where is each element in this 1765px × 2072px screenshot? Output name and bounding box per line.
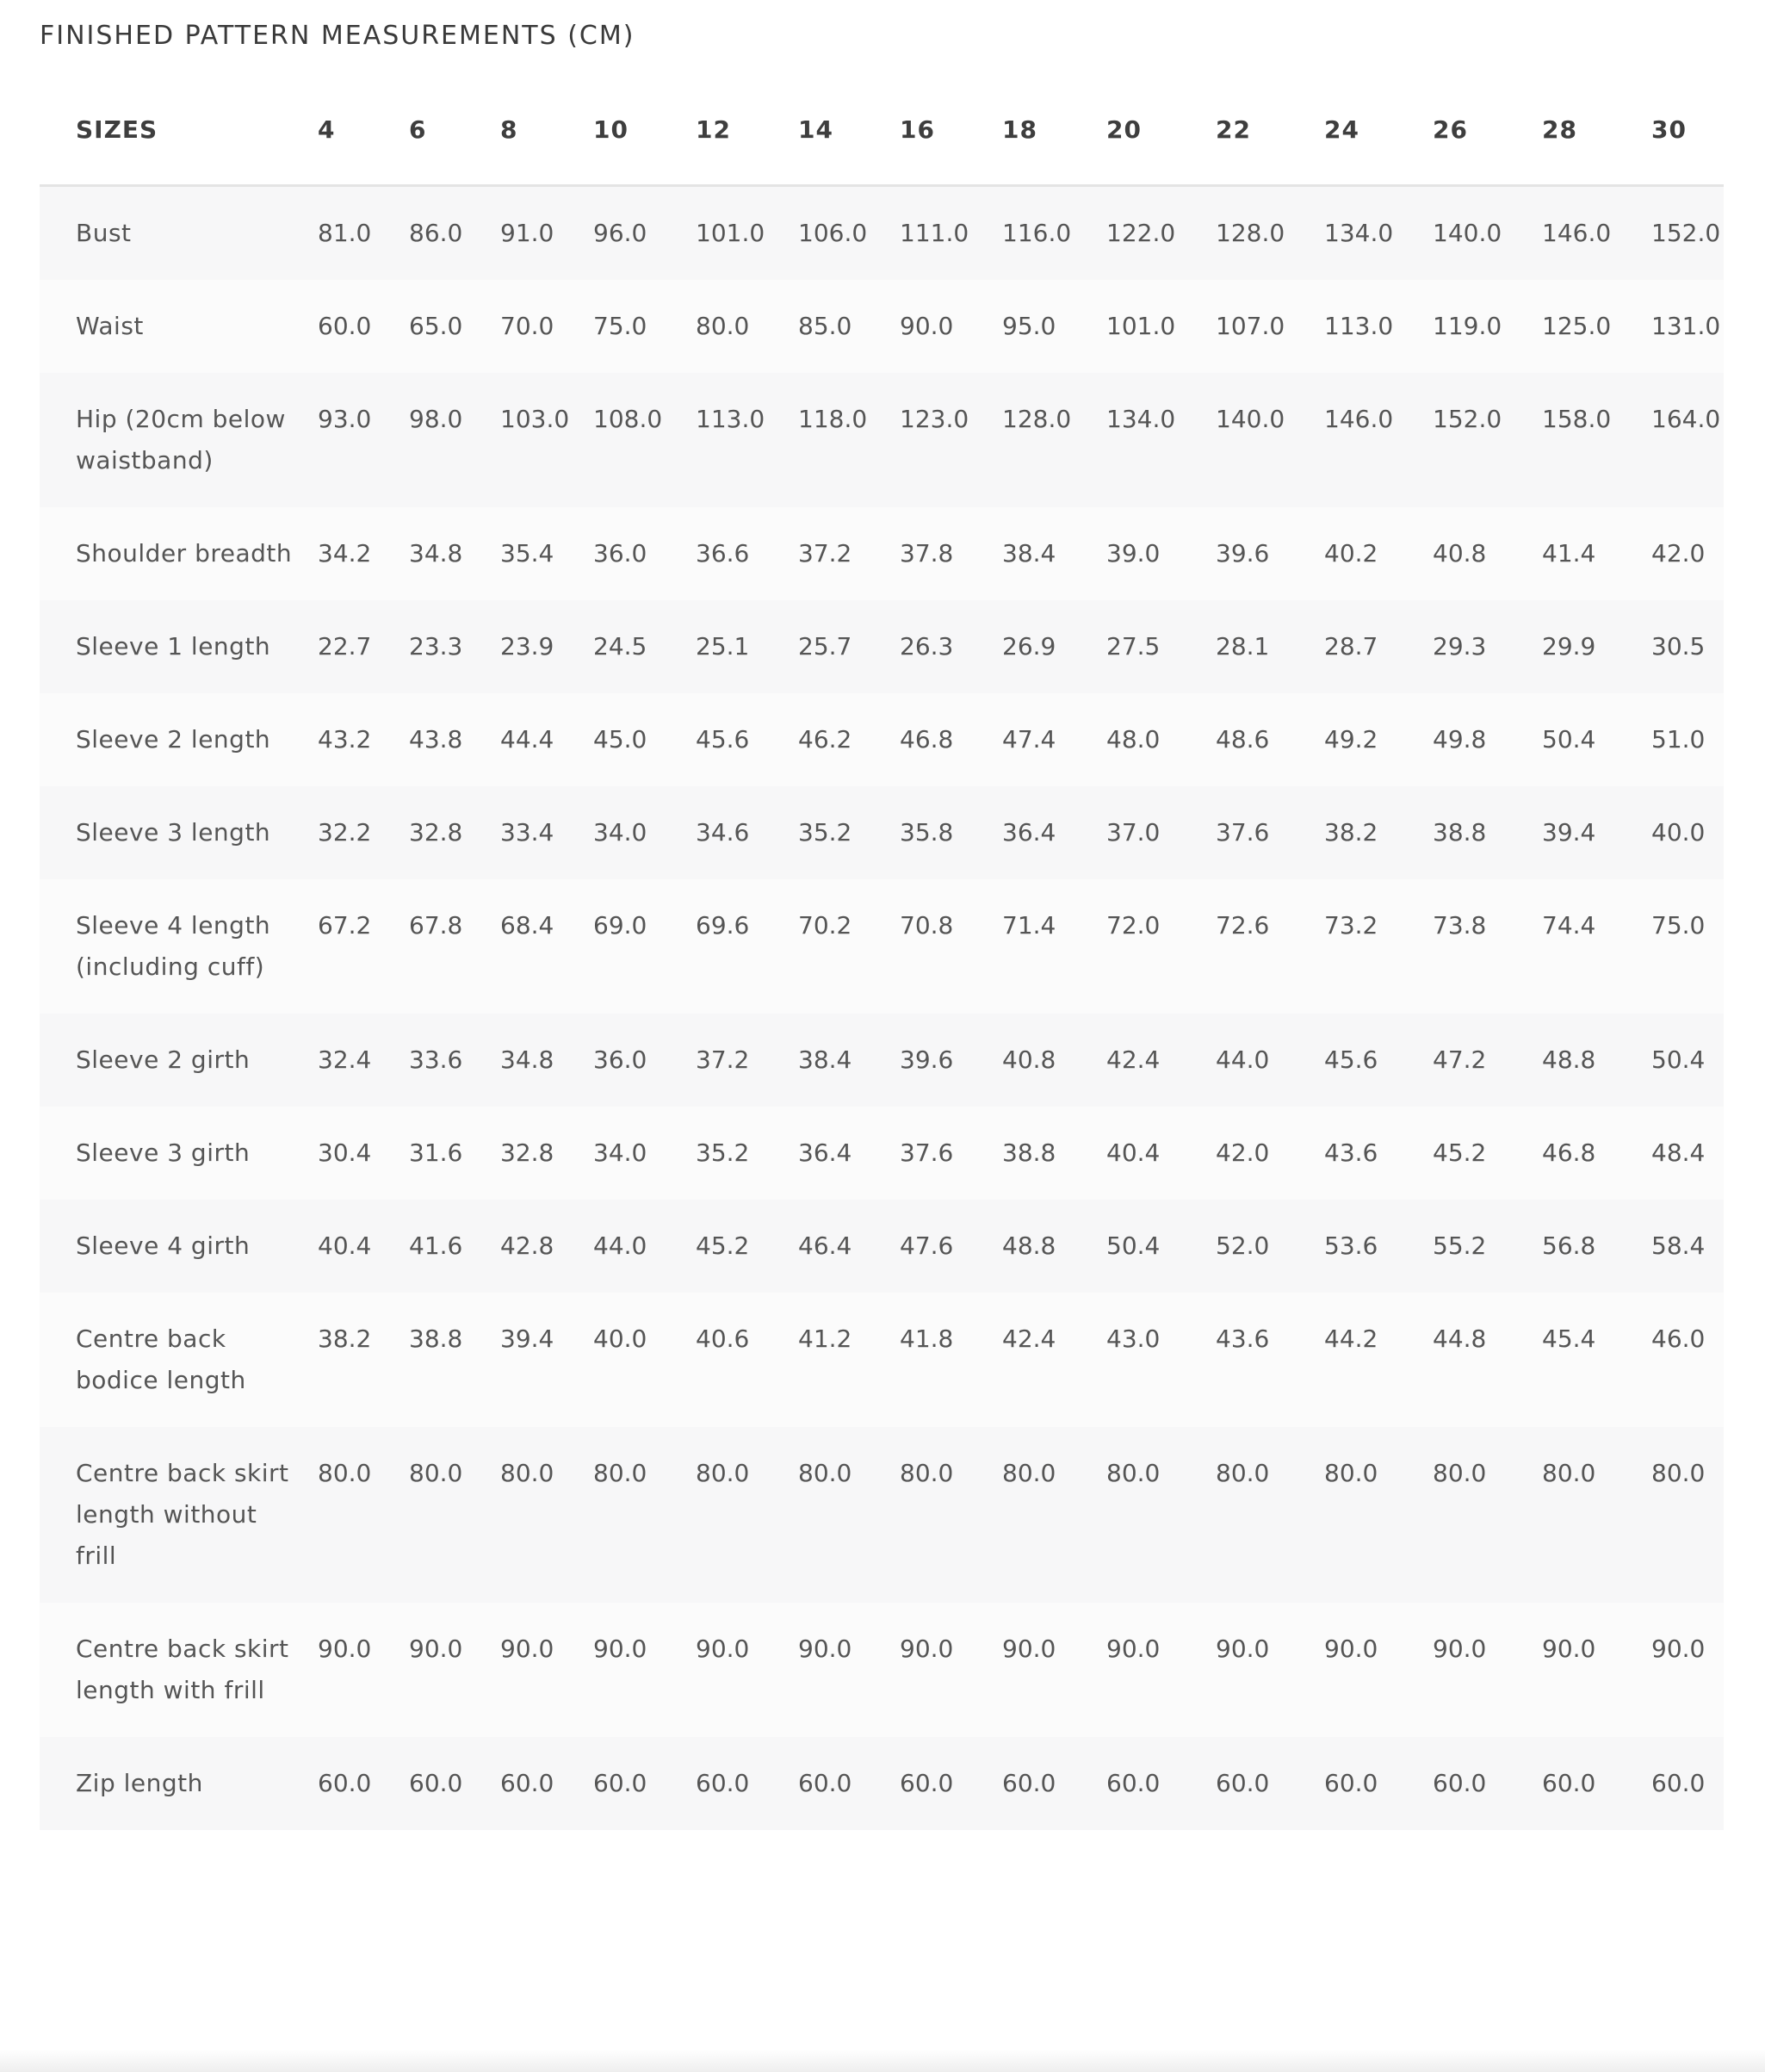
header-row <box>40 74 1724 186</box>
table-cell: 90.0 <box>900 1603 1002 1737</box>
table-cell: 91.0 <box>500 186 593 281</box>
table-cell: 43.2 <box>318 693 409 786</box>
table-cell: 152.0 <box>1651 186 1724 281</box>
table-row <box>40 507 1724 600</box>
table-cell: 81.0 <box>318 186 409 281</box>
table-row <box>40 786 1724 879</box>
table-cell: 60.0 <box>1324 1737 1433 1830</box>
measurements-table <box>40 74 1724 1830</box>
table-cell: 60.0 <box>798 1737 900 1830</box>
table-cell: 30.5 <box>1651 600 1724 693</box>
table-cell: 90.0 <box>696 1603 798 1737</box>
table-cell: 60.0 <box>1542 1737 1651 1830</box>
table-cell: 48.0 <box>1106 693 1216 786</box>
table-cell: 32.4 <box>318 1014 409 1107</box>
table-cell: 80.0 <box>696 1427 798 1603</box>
table-cell: 60.0 <box>696 1737 798 1830</box>
table-cell: 43.8 <box>409 693 500 786</box>
table-row <box>40 879 1724 1014</box>
row-label: Hip (20cm below waistband) <box>40 373 318 507</box>
table-body <box>40 186 1724 1831</box>
table-cell: 119.0 <box>1433 280 1542 373</box>
table-cell: 68.4 <box>500 879 593 1014</box>
table-cell: 131.0 <box>1651 280 1724 373</box>
table-cell: 36.0 <box>593 507 696 600</box>
table-cell: 26.3 <box>900 600 1002 693</box>
table-cell: 44.4 <box>500 693 593 786</box>
size-header-24: 24 <box>1324 74 1433 186</box>
table-cell: 60.0 <box>1651 1737 1724 1830</box>
size-header-4: 4 <box>318 74 409 186</box>
table-row <box>40 280 1724 373</box>
table-cell: 80.0 <box>409 1427 500 1603</box>
table-cell: 32.8 <box>500 1107 593 1200</box>
table-cell: 24.5 <box>593 600 696 693</box>
table-cell: 50.4 <box>1651 1014 1724 1107</box>
table-cell: 38.2 <box>1324 786 1433 879</box>
table-cell: 46.4 <box>798 1200 900 1293</box>
table-cell: 128.0 <box>1002 373 1106 507</box>
table-cell: 45.6 <box>1324 1014 1433 1107</box>
table-cell: 80.0 <box>1324 1427 1433 1603</box>
table-cell: 40.2 <box>1324 507 1433 600</box>
size-header-26: 26 <box>1433 74 1542 186</box>
size-header-12: 12 <box>696 74 798 186</box>
table-cell: 47.4 <box>1002 693 1106 786</box>
table-cell: 70.8 <box>900 879 1002 1014</box>
table-cell: 44.0 <box>593 1200 696 1293</box>
table-row <box>40 1014 1724 1107</box>
table-cell: 60.0 <box>1002 1737 1106 1830</box>
table-cell: 134.0 <box>1324 186 1433 281</box>
table-cell: 60.0 <box>409 1737 500 1830</box>
table-cell: 80.0 <box>500 1427 593 1603</box>
table-cell: 33.6 <box>409 1014 500 1107</box>
table-cell: 103.0 <box>500 373 593 507</box>
table-cell: 73.8 <box>1433 879 1542 1014</box>
table-cell: 38.8 <box>1433 786 1542 879</box>
table-cell: 47.6 <box>900 1200 1002 1293</box>
table-cell: 113.0 <box>696 373 798 507</box>
table-cell: 46.2 <box>798 693 900 786</box>
table-cell: 37.6 <box>900 1107 1002 1200</box>
table-cell: 80.0 <box>900 1427 1002 1603</box>
table-cell: 40.0 <box>593 1293 696 1427</box>
table-cell: 37.0 <box>1106 786 1216 879</box>
table-cell: 42.4 <box>1106 1014 1216 1107</box>
table-cell: 90.0 <box>1324 1603 1433 1737</box>
table-cell: 48.8 <box>1542 1014 1651 1107</box>
table-cell: 55.2 <box>1433 1200 1542 1293</box>
table-cell: 93.0 <box>318 373 409 507</box>
table-cell: 85.0 <box>798 280 900 373</box>
table-cell: 42.0 <box>1651 507 1724 600</box>
table-cell: 23.3 <box>409 600 500 693</box>
table-cell: 51.0 <box>1651 693 1724 786</box>
measurements-table-container <box>40 74 1724 1830</box>
table-cell: 44.0 <box>1216 1014 1324 1107</box>
size-header-6: 6 <box>409 74 500 186</box>
table-row <box>40 1427 1724 1603</box>
row-label: Sleeve 3 length <box>40 786 318 879</box>
table-cell: 75.0 <box>1651 879 1724 1014</box>
table-cell: 34.2 <box>318 507 409 600</box>
table-cell: 90.0 <box>409 1603 500 1737</box>
table-cell: 39.0 <box>1106 507 1216 600</box>
table-cell: 34.0 <box>593 1107 696 1200</box>
size-header-30: 30 <box>1651 74 1724 186</box>
table-cell: 48.4 <box>1651 1107 1724 1200</box>
table-cell: 60.0 <box>500 1737 593 1830</box>
table-row <box>40 1737 1724 1830</box>
table-cell: 35.4 <box>500 507 593 600</box>
size-header-22: 22 <box>1216 74 1324 186</box>
table-cell: 71.4 <box>1002 879 1106 1014</box>
table-cell: 122.0 <box>1106 186 1216 281</box>
table-cell: 40.6 <box>696 1293 798 1427</box>
table-cell: 44.8 <box>1433 1293 1542 1427</box>
table-cell: 134.0 <box>1106 373 1216 507</box>
table-cell: 80.0 <box>1002 1427 1106 1603</box>
table-cell: 90.0 <box>798 1603 900 1737</box>
table-cell: 38.8 <box>1002 1107 1106 1200</box>
size-header-18: 18 <box>1002 74 1106 186</box>
row-label: Centre back skirt length with frill <box>40 1603 318 1737</box>
table-cell: 60.0 <box>1216 1737 1324 1830</box>
table-cell: 90.0 <box>1651 1603 1724 1737</box>
table-cell: 25.7 <box>798 600 900 693</box>
table-cell: 65.0 <box>409 280 500 373</box>
table-cell: 90.0 <box>1216 1603 1324 1737</box>
table-cell: 69.6 <box>696 879 798 1014</box>
table-cell: 101.0 <box>1106 280 1216 373</box>
table-cell: 80.0 <box>1433 1427 1542 1603</box>
table-cell: 30.4 <box>318 1107 409 1200</box>
row-label: Sleeve 4 length (including cuff) <box>40 879 318 1014</box>
table-cell: 86.0 <box>409 186 500 281</box>
table-cell: 29.3 <box>1433 600 1542 693</box>
table-cell: 75.0 <box>593 280 696 373</box>
size-header-8: 8 <box>500 74 593 186</box>
table-cell: 60.0 <box>318 280 409 373</box>
table-cell: 49.2 <box>1324 693 1433 786</box>
table-row <box>40 1200 1724 1293</box>
table-cell: 80.0 <box>1651 1427 1724 1603</box>
table-cell: 158.0 <box>1542 373 1651 507</box>
bottom-fade <box>0 2050 1765 2072</box>
table-cell: 90.0 <box>1002 1603 1106 1737</box>
table-cell: 60.0 <box>1433 1737 1542 1830</box>
table-cell: 48.8 <box>1002 1200 1106 1293</box>
table-cell: 116.0 <box>1002 186 1106 281</box>
table-cell: 118.0 <box>798 373 900 507</box>
table-cell: 80.0 <box>593 1427 696 1603</box>
table-cell: 25.1 <box>696 600 798 693</box>
table-cell: 38.4 <box>1002 507 1106 600</box>
row-label: Centre back bodice length <box>40 1293 318 1427</box>
table-cell: 80.0 <box>318 1427 409 1603</box>
table-cell: 34.6 <box>696 786 798 879</box>
table-cell: 80.0 <box>1542 1427 1651 1603</box>
table-cell: 40.8 <box>1433 507 1542 600</box>
table-cell: 140.0 <box>1433 186 1542 281</box>
table-cell: 40.4 <box>318 1200 409 1293</box>
table-cell: 37.2 <box>696 1014 798 1107</box>
table-cell: 70.2 <box>798 879 900 1014</box>
table-cell: 46.8 <box>1542 1107 1651 1200</box>
table-cell: 40.8 <box>1002 1014 1106 1107</box>
table-cell: 90.0 <box>1542 1603 1651 1737</box>
table-row <box>40 693 1724 786</box>
table-cell: 23.9 <box>500 600 593 693</box>
table-row <box>40 1107 1724 1200</box>
table-cell: 41.8 <box>900 1293 1002 1427</box>
table-row <box>40 1293 1724 1427</box>
sizes-header: SIZES <box>40 74 318 186</box>
table-cell: 123.0 <box>900 373 1002 507</box>
row-label: Sleeve 4 girth <box>40 1200 318 1293</box>
table-cell: 37.8 <box>900 507 1002 600</box>
table-cell: 80.0 <box>1106 1427 1216 1603</box>
table-cell: 90.0 <box>593 1603 696 1737</box>
size-header-28: 28 <box>1542 74 1651 186</box>
row-label: Bust <box>40 186 318 281</box>
table-cell: 28.1 <box>1216 600 1324 693</box>
table-cell: 125.0 <box>1542 280 1651 373</box>
size-header-20: 20 <box>1106 74 1216 186</box>
table-cell: 107.0 <box>1216 280 1324 373</box>
table-header <box>40 74 1724 186</box>
table-cell: 60.0 <box>1106 1737 1216 1830</box>
table-cell: 43.0 <box>1106 1293 1216 1427</box>
table-cell: 72.6 <box>1216 879 1324 1014</box>
table-cell: 90.0 <box>500 1603 593 1737</box>
row-label: Waist <box>40 280 318 373</box>
table-cell: 36.6 <box>696 507 798 600</box>
table-cell: 45.4 <box>1542 1293 1651 1427</box>
table-cell: 90.0 <box>1433 1603 1542 1737</box>
table-cell: 39.6 <box>900 1014 1002 1107</box>
table-cell: 90.0 <box>318 1603 409 1737</box>
table-cell: 49.8 <box>1433 693 1542 786</box>
table-cell: 39.6 <box>1216 507 1324 600</box>
row-label: Sleeve 2 girth <box>40 1014 318 1107</box>
size-header-14: 14 <box>798 74 900 186</box>
table-cell: 70.0 <box>500 280 593 373</box>
table-cell: 67.2 <box>318 879 409 1014</box>
table-cell: 31.6 <box>409 1107 500 1200</box>
table-cell: 140.0 <box>1216 373 1324 507</box>
row-label: Zip length <box>40 1737 318 1830</box>
size-header-16: 16 <box>900 74 1002 186</box>
row-label: Sleeve 1 length <box>40 600 318 693</box>
table-cell: 80.0 <box>696 280 798 373</box>
table-cell: 35.8 <box>900 786 1002 879</box>
table-cell: 53.6 <box>1324 1200 1433 1293</box>
table-cell: 32.8 <box>409 786 500 879</box>
table-cell: 98.0 <box>409 373 500 507</box>
table-cell: 74.4 <box>1542 879 1651 1014</box>
table-cell: 43.6 <box>1324 1107 1433 1200</box>
table-cell: 52.0 <box>1216 1200 1324 1293</box>
table-cell: 96.0 <box>593 186 696 281</box>
table-cell: 46.8 <box>900 693 1002 786</box>
table-cell: 45.2 <box>1433 1107 1542 1200</box>
table-cell: 46.0 <box>1651 1293 1724 1427</box>
row-label: Sleeve 2 length <box>40 693 318 786</box>
table-cell: 26.9 <box>1002 600 1106 693</box>
table-cell: 40.0 <box>1651 786 1724 879</box>
table-cell: 146.0 <box>1324 373 1433 507</box>
table-cell: 60.0 <box>900 1737 1002 1830</box>
row-label: Sleeve 3 girth <box>40 1107 318 1200</box>
table-cell: 36.4 <box>1002 786 1106 879</box>
table-cell: 69.0 <box>593 879 696 1014</box>
table-cell: 48.6 <box>1216 693 1324 786</box>
table-cell: 60.0 <box>318 1737 409 1830</box>
table-cell: 40.4 <box>1106 1107 1216 1200</box>
table-row <box>40 1603 1724 1737</box>
table-row <box>40 600 1724 693</box>
table-cell: 33.4 <box>500 786 593 879</box>
table-cell: 45.6 <box>696 693 798 786</box>
table-cell: 41.4 <box>1542 507 1651 600</box>
table-cell: 41.2 <box>798 1293 900 1427</box>
table-cell: 35.2 <box>798 786 900 879</box>
table-cell: 90.0 <box>900 280 1002 373</box>
table-row <box>40 186 1724 281</box>
size-header-10: 10 <box>593 74 696 186</box>
table-cell: 80.0 <box>798 1427 900 1603</box>
table-cell: 106.0 <box>798 186 900 281</box>
table-cell: 73.2 <box>1324 879 1433 1014</box>
table-cell: 56.8 <box>1542 1200 1651 1293</box>
table-cell: 38.2 <box>318 1293 409 1427</box>
table-cell: 60.0 <box>593 1737 696 1830</box>
table-cell: 29.9 <box>1542 600 1651 693</box>
table-cell: 36.4 <box>798 1107 900 1200</box>
table-cell: 111.0 <box>900 186 1002 281</box>
table-cell: 34.8 <box>409 507 500 600</box>
table-cell: 128.0 <box>1216 186 1324 281</box>
table-cell: 44.2 <box>1324 1293 1433 1427</box>
table-cell: 90.0 <box>1106 1603 1216 1737</box>
table-cell: 34.0 <box>593 786 696 879</box>
table-cell: 113.0 <box>1324 280 1433 373</box>
table-cell: 50.4 <box>1542 693 1651 786</box>
table-cell: 108.0 <box>593 373 696 507</box>
table-cell: 101.0 <box>696 186 798 281</box>
row-label: Centre back skirt length without frill <box>40 1427 318 1603</box>
table-cell: 34.8 <box>500 1014 593 1107</box>
table-cell: 47.2 <box>1433 1014 1542 1107</box>
table-cell: 146.0 <box>1542 186 1651 281</box>
table-cell: 39.4 <box>1542 786 1651 879</box>
table-cell: 50.4 <box>1106 1200 1216 1293</box>
table-cell: 152.0 <box>1433 373 1542 507</box>
table-row <box>40 373 1724 507</box>
table-cell: 39.4 <box>500 1293 593 1427</box>
table-cell: 32.2 <box>318 786 409 879</box>
table-cell: 58.4 <box>1651 1200 1724 1293</box>
table-cell: 22.7 <box>318 600 409 693</box>
table-cell: 37.6 <box>1216 786 1324 879</box>
table-cell: 43.6 <box>1216 1293 1324 1427</box>
table-cell: 37.2 <box>798 507 900 600</box>
table-cell: 67.8 <box>409 879 500 1014</box>
table-cell: 28.7 <box>1324 600 1433 693</box>
table-cell: 45.0 <box>593 693 696 786</box>
table-cell: 36.0 <box>593 1014 696 1107</box>
table-cell: 72.0 <box>1106 879 1216 1014</box>
table-cell: 42.8 <box>500 1200 593 1293</box>
table-cell: 45.2 <box>696 1200 798 1293</box>
table-cell: 164.0 <box>1651 373 1724 507</box>
table-cell: 38.4 <box>798 1014 900 1107</box>
row-label: Shoulder breadth <box>40 507 318 600</box>
table-cell: 38.8 <box>409 1293 500 1427</box>
table-cell: 80.0 <box>1216 1427 1324 1603</box>
table-cell: 95.0 <box>1002 280 1106 373</box>
table-cell: 41.6 <box>409 1200 500 1293</box>
table-cell: 27.5 <box>1106 600 1216 693</box>
table-cell: 42.0 <box>1216 1107 1324 1200</box>
table-cell: 42.4 <box>1002 1293 1106 1427</box>
page-title: FINISHED PATTERN MEASUREMENTS (CM) <box>40 21 635 51</box>
table-cell: 35.2 <box>696 1107 798 1200</box>
